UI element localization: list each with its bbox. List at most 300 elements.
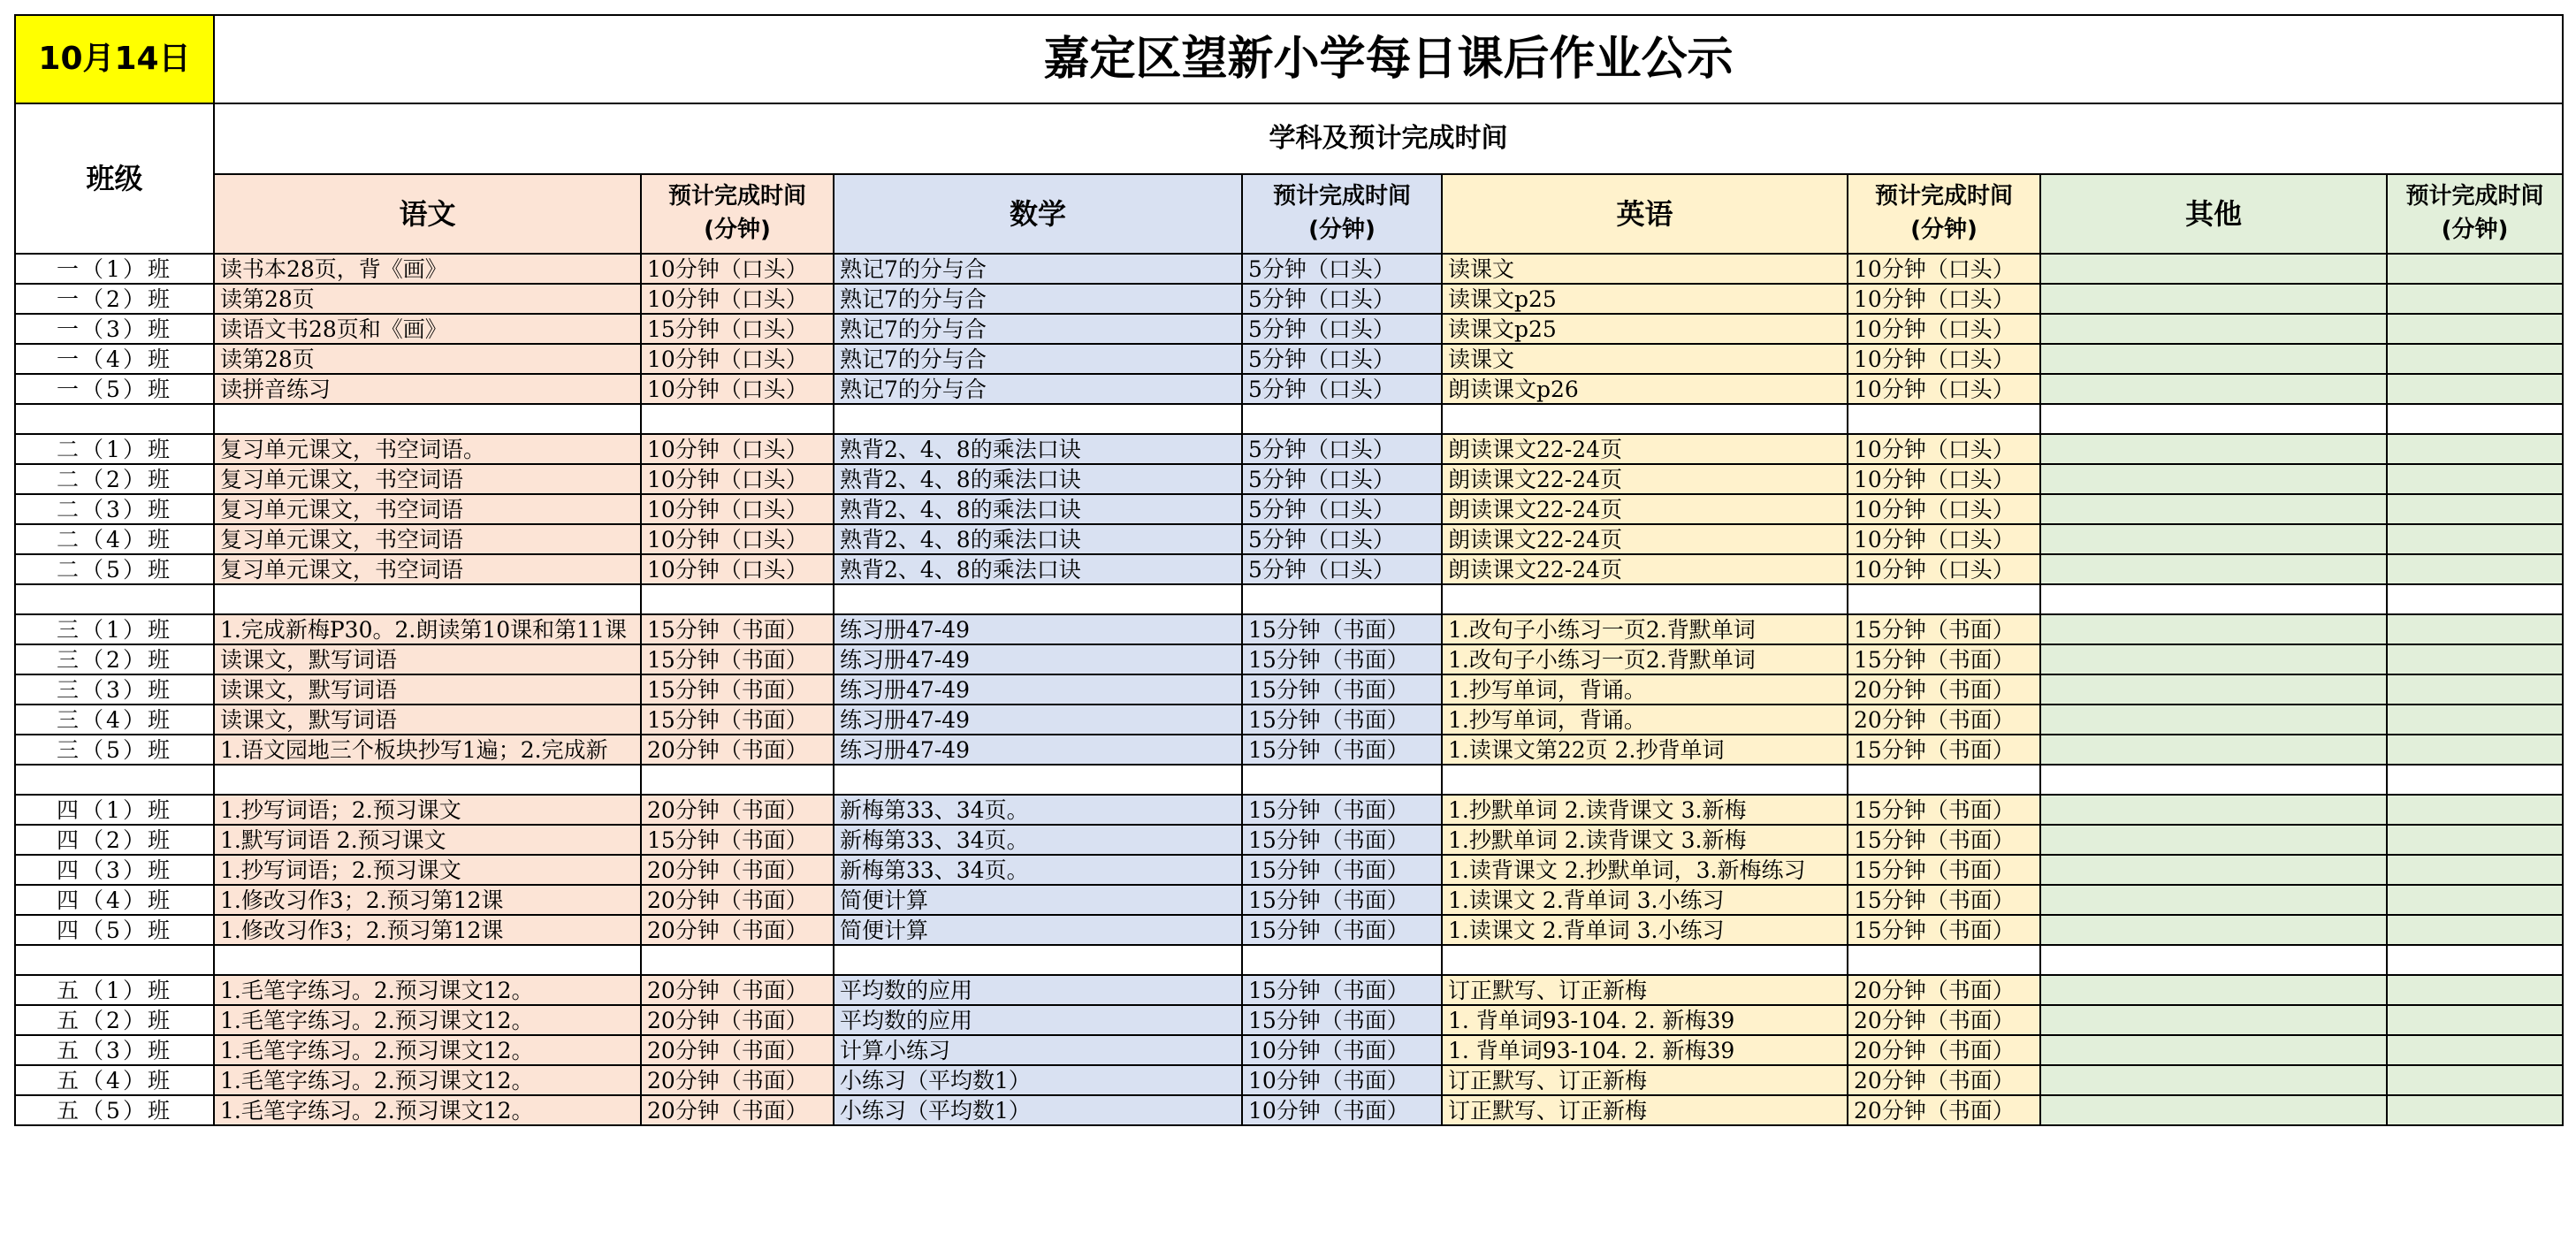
yingyu-time-cell: 15分钟（书面） bbox=[1848, 915, 2040, 945]
yuwen-homework-cell: 读第28页 bbox=[214, 284, 641, 314]
yingyu-homework-cell: 1.抄默单词 2.读背课文 3.新梅 bbox=[1442, 825, 1848, 855]
qita-time-cell bbox=[2387, 494, 2563, 524]
yingyu-time-cell: 20分钟（书面） bbox=[1848, 674, 2040, 705]
qita-homework-cell bbox=[2040, 284, 2387, 314]
table-row bbox=[15, 855, 2563, 885]
spacer-cell bbox=[641, 584, 834, 614]
yuwen-homework-cell: 读课文，默写词语 bbox=[214, 674, 641, 705]
yingyu-homework-cell: 1. 背单词93-104. 2. 新梅39 bbox=[1442, 1035, 1848, 1065]
qita-homework-cell bbox=[2040, 344, 2387, 374]
shuxue-homework-cell: 小练习（平均数1） bbox=[834, 1065, 1242, 1095]
yuwen-time-cell: 10分钟（口头） bbox=[641, 524, 834, 554]
grade-spacer-row bbox=[15, 945, 2563, 975]
shuxue-time-cell: 5分钟（口头） bbox=[1242, 314, 1442, 344]
qita-homework-cell bbox=[2040, 254, 2387, 284]
yuwen-homework-cell: 1.默写词语 2.预习课文 bbox=[214, 825, 641, 855]
spacer-cell bbox=[15, 945, 214, 975]
yuwen-homework-cell: 1.毛笔字练习。2.预习课文12。 bbox=[214, 975, 641, 1005]
class-cell: 三（5）班 bbox=[15, 735, 214, 765]
qita-homework-cell bbox=[2040, 554, 2387, 584]
qita-homework-cell bbox=[2040, 795, 2387, 825]
shuxue-homework-cell: 熟背2、4、8的乘法口诀 bbox=[834, 434, 1242, 464]
class-cell: 二（2）班 bbox=[15, 464, 214, 494]
qita-time-cell bbox=[2387, 554, 2563, 584]
yuwen-time-cell: 15分钟（口头） bbox=[641, 314, 834, 344]
yingyu-time-cell: 20分钟（书面） bbox=[1848, 975, 2040, 1005]
class-cell: 三（3）班 bbox=[15, 674, 214, 705]
spacer-cell bbox=[1442, 584, 1848, 614]
table-row bbox=[15, 314, 2563, 344]
shuxue-homework-cell: 简便计算 bbox=[834, 885, 1242, 915]
qita-homework-cell bbox=[2040, 735, 2387, 765]
qita-time-cell bbox=[2387, 464, 2563, 494]
title-row bbox=[15, 15, 2563, 103]
yuwen-time-cell: 10分钟（口头） bbox=[641, 434, 834, 464]
shuxue-homework-cell: 简便计算 bbox=[834, 915, 1242, 945]
table-row bbox=[15, 554, 2563, 584]
shuxue-homework-cell: 熟背2、4、8的乘法口诀 bbox=[834, 524, 1242, 554]
yingyu-homework-cell: 1.抄默单词 2.读背课文 3.新梅 bbox=[1442, 795, 1848, 825]
homework-table bbox=[14, 14, 2564, 1126]
yingyu-time-cell: 10分钟（口头） bbox=[1848, 464, 2040, 494]
table-row bbox=[15, 735, 2563, 765]
yingyu-time-cell: 10分钟（口头） bbox=[1848, 254, 2040, 284]
yuwen-time-cell: 10分钟（口头） bbox=[641, 254, 834, 284]
subjects-header-row bbox=[15, 103, 2563, 174]
shuxue-homework-cell: 练习册47-49 bbox=[834, 705, 1242, 735]
shuxue-time-cell: 15分钟（书面） bbox=[1242, 614, 1442, 644]
spacer-cell bbox=[834, 584, 1242, 614]
shuxue-homework-cell: 熟记7的分与合 bbox=[834, 344, 1242, 374]
class-cell: 四（4）班 bbox=[15, 885, 214, 915]
qita-homework-cell bbox=[2040, 1065, 2387, 1095]
shuxue-time-cell: 15分钟（书面） bbox=[1242, 975, 1442, 1005]
shuxue-time-cell: 15分钟（书面） bbox=[1242, 885, 1442, 915]
yingyu-homework-cell: 读课文 bbox=[1442, 254, 1848, 284]
yuwen-homework-cell: 复习单元课文，书空词语。 bbox=[214, 434, 641, 464]
yuwen-time-cell: 20分钟（书面） bbox=[641, 855, 834, 885]
yuwen-homework-cell: 1.语文园地三个板块抄写1遍；2.完成新 bbox=[214, 735, 641, 765]
yuwen-homework-cell: 1.抄写词语；2.预习课文 bbox=[214, 855, 641, 885]
class-cell: 一（3）班 bbox=[15, 314, 214, 344]
qita-homework-cell bbox=[2040, 915, 2387, 945]
shuxue-homework-cell: 练习册47-49 bbox=[834, 614, 1242, 644]
spacer-cell bbox=[1442, 765, 1848, 795]
table-row bbox=[15, 374, 2563, 404]
yuwen-time-cell: 20分钟（书面） bbox=[641, 1035, 834, 1065]
qita-time-cell bbox=[2387, 614, 2563, 644]
spacer-cell bbox=[15, 765, 214, 795]
yingyu-homework-cell: 1.抄写单词，背诵。 bbox=[1442, 674, 1848, 705]
spacer-cell bbox=[641, 404, 834, 434]
yingyu-homework-cell: 朗读课文22-24页 bbox=[1442, 464, 1848, 494]
yingyu-homework-cell: 1.读课文 2.背单词 3.小练习 bbox=[1442, 885, 1848, 915]
shuxue-time-cell: 15分钟（书面） bbox=[1242, 735, 1442, 765]
yingyu-time-cell: 10分钟（口头） bbox=[1848, 524, 2040, 554]
yuwen-time-cell: 20分钟（书面） bbox=[641, 1095, 834, 1125]
yingyu-homework-cell: 1.读课文 2.背单词 3.小练习 bbox=[1442, 915, 1848, 945]
qita-time-cell bbox=[2387, 885, 2563, 915]
page-title: 嘉定区望新小学每日课后作业公示 bbox=[214, 15, 2563, 103]
shuxue-time-cell: 5分钟（口头） bbox=[1242, 434, 1442, 464]
shuxue-homework-cell: 熟记7的分与合 bbox=[834, 314, 1242, 344]
grade-spacer-row bbox=[15, 404, 2563, 434]
yuwen-time-cell: 20分钟（书面） bbox=[641, 1005, 834, 1035]
spacer-cell bbox=[1848, 584, 2040, 614]
yingyu-time-cell: 15分钟（书面） bbox=[1848, 825, 2040, 855]
table-row bbox=[15, 1095, 2563, 1125]
shuxue-homework-cell: 新梅第33、34页。 bbox=[834, 825, 1242, 855]
class-cell: 五（4）班 bbox=[15, 1065, 214, 1095]
yuwen-time-cell: 10分钟（口头） bbox=[641, 464, 834, 494]
yuwen-homework-cell: 复习单元课文，书空词语 bbox=[214, 494, 641, 524]
class-cell: 一（4）班 bbox=[15, 344, 214, 374]
qita-homework-cell bbox=[2040, 674, 2387, 705]
class-cell: 二（4）班 bbox=[15, 524, 214, 554]
qita-time-cell bbox=[2387, 1095, 2563, 1125]
yingyu-homework-cell: 1. 背单词93-104. 2. 新梅39 bbox=[1442, 1005, 1848, 1035]
yuwen-time-cell: 20分钟（书面） bbox=[641, 975, 834, 1005]
spacer-cell bbox=[214, 584, 641, 614]
table-row bbox=[15, 1005, 2563, 1035]
table-row bbox=[15, 644, 2563, 674]
spacer-cell bbox=[214, 404, 641, 434]
shuxue-homework-cell: 平均数的应用 bbox=[834, 1005, 1242, 1035]
spacer-cell bbox=[2387, 945, 2563, 975]
yingyu-time-cell: 10分钟（口头） bbox=[1848, 554, 2040, 584]
class-cell: 四（3）班 bbox=[15, 855, 214, 885]
qita-homework-cell bbox=[2040, 1005, 2387, 1035]
yingyu-homework-cell: 朗读课文p26 bbox=[1442, 374, 1848, 404]
qita-homework-cell bbox=[2040, 434, 2387, 464]
shuxue-homework-cell: 练习册47-49 bbox=[834, 644, 1242, 674]
yuwen-homework-cell: 读第28页 bbox=[214, 344, 641, 374]
yingyu-time-cell: 10分钟（口头） bbox=[1848, 434, 2040, 464]
yuwen-time-header: 预计完成时间 (分钟) bbox=[641, 174, 834, 254]
qita-homework-cell bbox=[2040, 374, 2387, 404]
class-cell: 二（1）班 bbox=[15, 434, 214, 464]
shuxue-time-cell: 10分钟（书面） bbox=[1242, 1035, 1442, 1065]
yingyu-homework-cell: 朗读课文22-24页 bbox=[1442, 494, 1848, 524]
yingyu-time-cell: 20分钟（书面） bbox=[1848, 1005, 2040, 1035]
subjects-header: 学科及预计完成时间 bbox=[214, 103, 2563, 174]
class-cell: 三（2）班 bbox=[15, 644, 214, 674]
table-row bbox=[15, 284, 2563, 314]
yuwen-homework-cell: 1.抄写词语；2.预习课文 bbox=[214, 795, 641, 825]
class-cell: 四（1）班 bbox=[15, 795, 214, 825]
yingyu-homework-cell: 1.改句子小练习一页2.背默单词 bbox=[1442, 644, 1848, 674]
spacer-cell bbox=[214, 765, 641, 795]
yingyu-homework-cell: 1.读背课文 2.抄默单词，3.新梅练习 bbox=[1442, 855, 1848, 885]
shuxue-time-cell: 15分钟（书面） bbox=[1242, 825, 1442, 855]
spacer-cell bbox=[641, 945, 834, 975]
qita-time-cell bbox=[2387, 705, 2563, 735]
shuxue-homework-cell: 新梅第33、34页。 bbox=[834, 795, 1242, 825]
qita-homework-cell bbox=[2040, 1035, 2387, 1065]
yuwen-homework-cell: 1.修改习作3；2.预习第12课 bbox=[214, 915, 641, 945]
yingyu-homework-cell: 订正默写、订正新梅 bbox=[1442, 1065, 1848, 1095]
yuwen-time-cell: 10分钟（口头） bbox=[641, 494, 834, 524]
class-cell: 二（5）班 bbox=[15, 554, 214, 584]
qita-homework-cell bbox=[2040, 975, 2387, 1005]
yingyu-time-cell: 10分钟（口头） bbox=[1848, 284, 2040, 314]
qita-homework-cell bbox=[2040, 524, 2387, 554]
table-row bbox=[15, 614, 2563, 644]
spacer-cell bbox=[1442, 945, 1848, 975]
yuwen-homework-cell: 复习单元课文，书空词语 bbox=[214, 554, 641, 584]
yingyu-time-cell: 20分钟（书面） bbox=[1848, 1035, 2040, 1065]
yingyu-time-cell: 20分钟（书面） bbox=[1848, 1065, 2040, 1095]
shuxue-time-cell: 5分钟（口头） bbox=[1242, 554, 1442, 584]
yuwen-time-cell: 20分钟（书面） bbox=[641, 915, 834, 945]
qita-homework-cell bbox=[2040, 825, 2387, 855]
yingyu-homework-cell: 朗读课文22-24页 bbox=[1442, 554, 1848, 584]
spacer-cell bbox=[2040, 404, 2387, 434]
shuxue-header: 数学 bbox=[834, 174, 1242, 254]
qita-time-cell bbox=[2387, 1005, 2563, 1035]
table-row bbox=[15, 494, 2563, 524]
class-cell: 五（3）班 bbox=[15, 1035, 214, 1065]
grade-spacer-row bbox=[15, 765, 2563, 795]
shuxue-time-cell: 10分钟（书面） bbox=[1242, 1095, 1442, 1125]
class-cell: 五（2）班 bbox=[15, 1005, 214, 1035]
qita-time-cell bbox=[2387, 735, 2563, 765]
table-row bbox=[15, 1035, 2563, 1065]
yuwen-homework-cell: 读课文，默写词语 bbox=[214, 705, 641, 735]
yuwen-homework-cell: 1.毛笔字练习。2.预习课文12。 bbox=[214, 1035, 641, 1065]
shuxue-time-cell: 5分钟（口头） bbox=[1242, 374, 1442, 404]
yuwen-time-cell: 20分钟（书面） bbox=[641, 795, 834, 825]
class-cell: 一（5）班 bbox=[15, 374, 214, 404]
spacer-cell bbox=[1442, 404, 1848, 434]
yingyu-homework-cell: 1.读课文第22页 2.抄背单词 bbox=[1442, 735, 1848, 765]
yuwen-time-cell: 15分钟（书面） bbox=[641, 825, 834, 855]
qita-time-cell bbox=[2387, 795, 2563, 825]
yuwen-time-cell: 20分钟（书面） bbox=[641, 885, 834, 915]
class-cell: 四（2）班 bbox=[15, 825, 214, 855]
yingyu-time-cell: 15分钟（书面） bbox=[1848, 614, 2040, 644]
shuxue-time-cell: 5分钟（口头） bbox=[1242, 284, 1442, 314]
yingyu-time-cell: 10分钟（口头） bbox=[1848, 494, 2040, 524]
spacer-cell bbox=[1848, 765, 2040, 795]
qita-homework-cell bbox=[2040, 494, 2387, 524]
yingyu-time-cell: 15分钟（书面） bbox=[1848, 885, 2040, 915]
shuxue-homework-cell: 计算小练习 bbox=[834, 1035, 1242, 1065]
yingyu-homework-cell: 读课文p25 bbox=[1442, 284, 1848, 314]
qita-time-cell bbox=[2387, 284, 2563, 314]
table-row bbox=[15, 344, 2563, 374]
qita-time-cell bbox=[2387, 855, 2563, 885]
spacer-cell bbox=[1242, 584, 1442, 614]
yuwen-time-cell: 15分钟（书面） bbox=[641, 644, 834, 674]
yuwen-time-cell: 15分钟（书面） bbox=[641, 614, 834, 644]
spacer-cell bbox=[1242, 765, 1442, 795]
table-row bbox=[15, 975, 2563, 1005]
class-cell: 三（1）班 bbox=[15, 614, 214, 644]
shuxue-homework-cell: 熟背2、4、8的乘法口诀 bbox=[834, 554, 1242, 584]
yuwen-time-cell: 10分钟（口头） bbox=[641, 374, 834, 404]
table-row bbox=[15, 1065, 2563, 1095]
qita-header: 其他 bbox=[2040, 174, 2387, 254]
yuwen-homework-cell: 读拼音练习 bbox=[214, 374, 641, 404]
table-row bbox=[15, 464, 2563, 494]
qita-time-cell bbox=[2387, 975, 2563, 1005]
qita-time-cell bbox=[2387, 644, 2563, 674]
shuxue-time-cell: 15分钟（书面） bbox=[1242, 674, 1442, 705]
spacer-cell bbox=[2040, 945, 2387, 975]
shuxue-homework-cell: 熟记7的分与合 bbox=[834, 254, 1242, 284]
qita-time-cell bbox=[2387, 674, 2563, 705]
yuwen-time-cell: 20分钟（书面） bbox=[641, 735, 834, 765]
spacer-cell bbox=[2387, 584, 2563, 614]
qita-homework-cell bbox=[2040, 464, 2387, 494]
spacer-cell bbox=[1242, 945, 1442, 975]
qita-time-cell bbox=[2387, 314, 2563, 344]
yingyu-time-cell: 20分钟（书面） bbox=[1848, 1095, 2040, 1125]
qita-time-header: 预计完成时间 (分钟) bbox=[2387, 174, 2563, 254]
class-cell: 五（5）班 bbox=[15, 1095, 214, 1125]
shuxue-time-cell: 5分钟（口头） bbox=[1242, 254, 1442, 284]
yuwen-time-cell: 15分钟（书面） bbox=[641, 674, 834, 705]
shuxue-homework-cell: 熟记7的分与合 bbox=[834, 284, 1242, 314]
shuxue-time-cell: 5分钟（口头） bbox=[1242, 344, 1442, 374]
yuwen-time-cell: 15分钟（书面） bbox=[641, 705, 834, 735]
yuwen-time-cell: 20分钟（书面） bbox=[641, 1065, 834, 1095]
yingyu-time-cell: 15分钟（书面） bbox=[1848, 735, 2040, 765]
qita-time-cell bbox=[2387, 374, 2563, 404]
yingyu-header: 英语 bbox=[1442, 174, 1848, 254]
qita-time-cell bbox=[2387, 344, 2563, 374]
yuwen-time-cell: 10分钟（口头） bbox=[641, 554, 834, 584]
spacer-cell bbox=[15, 404, 214, 434]
shuxue-time-cell: 15分钟（书面） bbox=[1242, 795, 1442, 825]
spacer-cell bbox=[1242, 404, 1442, 434]
table-row bbox=[15, 825, 2563, 855]
shuxue-homework-cell: 练习册47-49 bbox=[834, 674, 1242, 705]
qita-time-cell bbox=[2387, 254, 2563, 284]
yuwen-homework-cell: 1.毛笔字练习。2.预习课文12。 bbox=[214, 1065, 641, 1095]
table-row bbox=[15, 524, 2563, 554]
yingyu-time-cell: 15分钟（书面） bbox=[1848, 855, 2040, 885]
yuwen-homework-cell: 复习单元课文，书空词语 bbox=[214, 464, 641, 494]
spacer-cell bbox=[15, 584, 214, 614]
shuxue-time-cell: 15分钟（书面） bbox=[1242, 644, 1442, 674]
qita-homework-cell bbox=[2040, 705, 2387, 735]
yingyu-homework-cell: 读课文 bbox=[1442, 344, 1848, 374]
shuxue-homework-cell: 熟背2、4、8的乘法口诀 bbox=[834, 464, 1242, 494]
spacer-cell bbox=[834, 765, 1242, 795]
yingyu-homework-cell: 订正默写、订正新梅 bbox=[1442, 1095, 1848, 1125]
qita-homework-cell bbox=[2040, 614, 2387, 644]
date-cell: 10月14日 bbox=[15, 15, 214, 103]
spacer-cell bbox=[2387, 404, 2563, 434]
yingyu-homework-cell: 1.改句子小练习一页2.背默单词 bbox=[1442, 614, 1848, 644]
table-row bbox=[15, 885, 2563, 915]
shuxue-homework-cell: 熟记7的分与合 bbox=[834, 374, 1242, 404]
spacer-cell bbox=[834, 945, 1242, 975]
shuxue-homework-cell: 小练习（平均数1） bbox=[834, 1095, 1242, 1125]
yingyu-time-cell: 10分钟（口头） bbox=[1848, 314, 2040, 344]
yingyu-homework-cell: 朗读课文22-24页 bbox=[1442, 524, 1848, 554]
yingyu-time-cell: 10分钟（口头） bbox=[1848, 374, 2040, 404]
grade-spacer-row bbox=[15, 584, 2563, 614]
class-cell: 四（5）班 bbox=[15, 915, 214, 945]
yuwen-homework-cell: 1.修改习作3；2.预习第12课 bbox=[214, 885, 641, 915]
spacer-cell bbox=[2387, 765, 2563, 795]
class-cell: 五（1）班 bbox=[15, 975, 214, 1005]
spacer-cell bbox=[2040, 765, 2387, 795]
table-row bbox=[15, 434, 2563, 464]
class-cell: 一（1）班 bbox=[15, 254, 214, 284]
table-row bbox=[15, 254, 2563, 284]
table-row bbox=[15, 674, 2563, 705]
table-row bbox=[15, 795, 2563, 825]
yuwen-homework-cell: 1.毛笔字练习。2.预习课文12。 bbox=[214, 1095, 641, 1125]
spacer-cell bbox=[214, 945, 641, 975]
shuxue-time-cell: 15分钟（书面） bbox=[1242, 705, 1442, 735]
qita-homework-cell bbox=[2040, 314, 2387, 344]
qita-time-cell bbox=[2387, 915, 2563, 945]
qita-time-cell bbox=[2387, 524, 2563, 554]
yingyu-time-cell: 15分钟（书面） bbox=[1848, 795, 2040, 825]
class-column-header: 班级 bbox=[15, 103, 214, 254]
qita-homework-cell bbox=[2040, 885, 2387, 915]
qita-homework-cell bbox=[2040, 644, 2387, 674]
yuwen-homework-cell: 读课文，默写词语 bbox=[214, 644, 641, 674]
shuxue-time-cell: 15分钟（书面） bbox=[1242, 1005, 1442, 1035]
spacer-cell bbox=[834, 404, 1242, 434]
shuxue-homework-cell: 新梅第33、34页。 bbox=[834, 855, 1242, 885]
yuwen-homework-cell: 1.完成新梅P30。2.朗读第10课和第11课 bbox=[214, 614, 641, 644]
shuxue-time-cell: 5分钟（口头） bbox=[1242, 494, 1442, 524]
yuwen-time-cell: 10分钟（口头） bbox=[641, 344, 834, 374]
yingyu-time-cell: 15分钟（书面） bbox=[1848, 644, 2040, 674]
shuxue-homework-cell: 练习册47-49 bbox=[834, 735, 1242, 765]
spacer-cell bbox=[1848, 404, 2040, 434]
qita-time-cell bbox=[2387, 434, 2563, 464]
yingyu-time-header: 预计完成时间 (分钟) bbox=[1848, 174, 2040, 254]
table-row bbox=[15, 705, 2563, 735]
shuxue-homework-cell: 熟背2、4、8的乘法口诀 bbox=[834, 494, 1242, 524]
yuwen-header: 语文 bbox=[214, 174, 641, 254]
shuxue-time-cell: 15分钟（书面） bbox=[1242, 855, 1442, 885]
shuxue-homework-cell: 平均数的应用 bbox=[834, 975, 1242, 1005]
qita-time-cell bbox=[2387, 825, 2563, 855]
yuwen-homework-cell: 1.毛笔字练习。2.预习课文12。 bbox=[214, 1005, 641, 1035]
qita-homework-cell bbox=[2040, 1095, 2387, 1125]
qita-homework-cell bbox=[2040, 855, 2387, 885]
qita-time-cell bbox=[2387, 1065, 2563, 1095]
qita-time-cell bbox=[2387, 1035, 2563, 1065]
class-cell: 二（3）班 bbox=[15, 494, 214, 524]
yuwen-homework-cell: 读语文书28页和《画》 bbox=[214, 314, 641, 344]
yuwen-homework-cell: 读书本28页，背《画》 bbox=[214, 254, 641, 284]
shuxue-time-cell: 5分钟（口头） bbox=[1242, 464, 1442, 494]
class-cell: 三（4）班 bbox=[15, 705, 214, 735]
spacer-cell bbox=[641, 765, 834, 795]
yingyu-time-cell: 10分钟（口头） bbox=[1848, 344, 2040, 374]
shuxue-time-header: 预计完成时间 (分钟) bbox=[1242, 174, 1442, 254]
yuwen-homework-cell: 复习单元课文，书空词语 bbox=[214, 524, 641, 554]
spacer-cell bbox=[2040, 584, 2387, 614]
shuxue-time-cell: 15分钟（书面） bbox=[1242, 915, 1442, 945]
shuxue-time-cell: 5分钟（口头） bbox=[1242, 524, 1442, 554]
class-cell: 一（2）班 bbox=[15, 284, 214, 314]
yingyu-homework-cell: 读课文p25 bbox=[1442, 314, 1848, 344]
table-row bbox=[15, 915, 2563, 945]
yingyu-homework-cell: 朗读课文22-24页 bbox=[1442, 434, 1848, 464]
spacer-cell bbox=[1848, 945, 2040, 975]
